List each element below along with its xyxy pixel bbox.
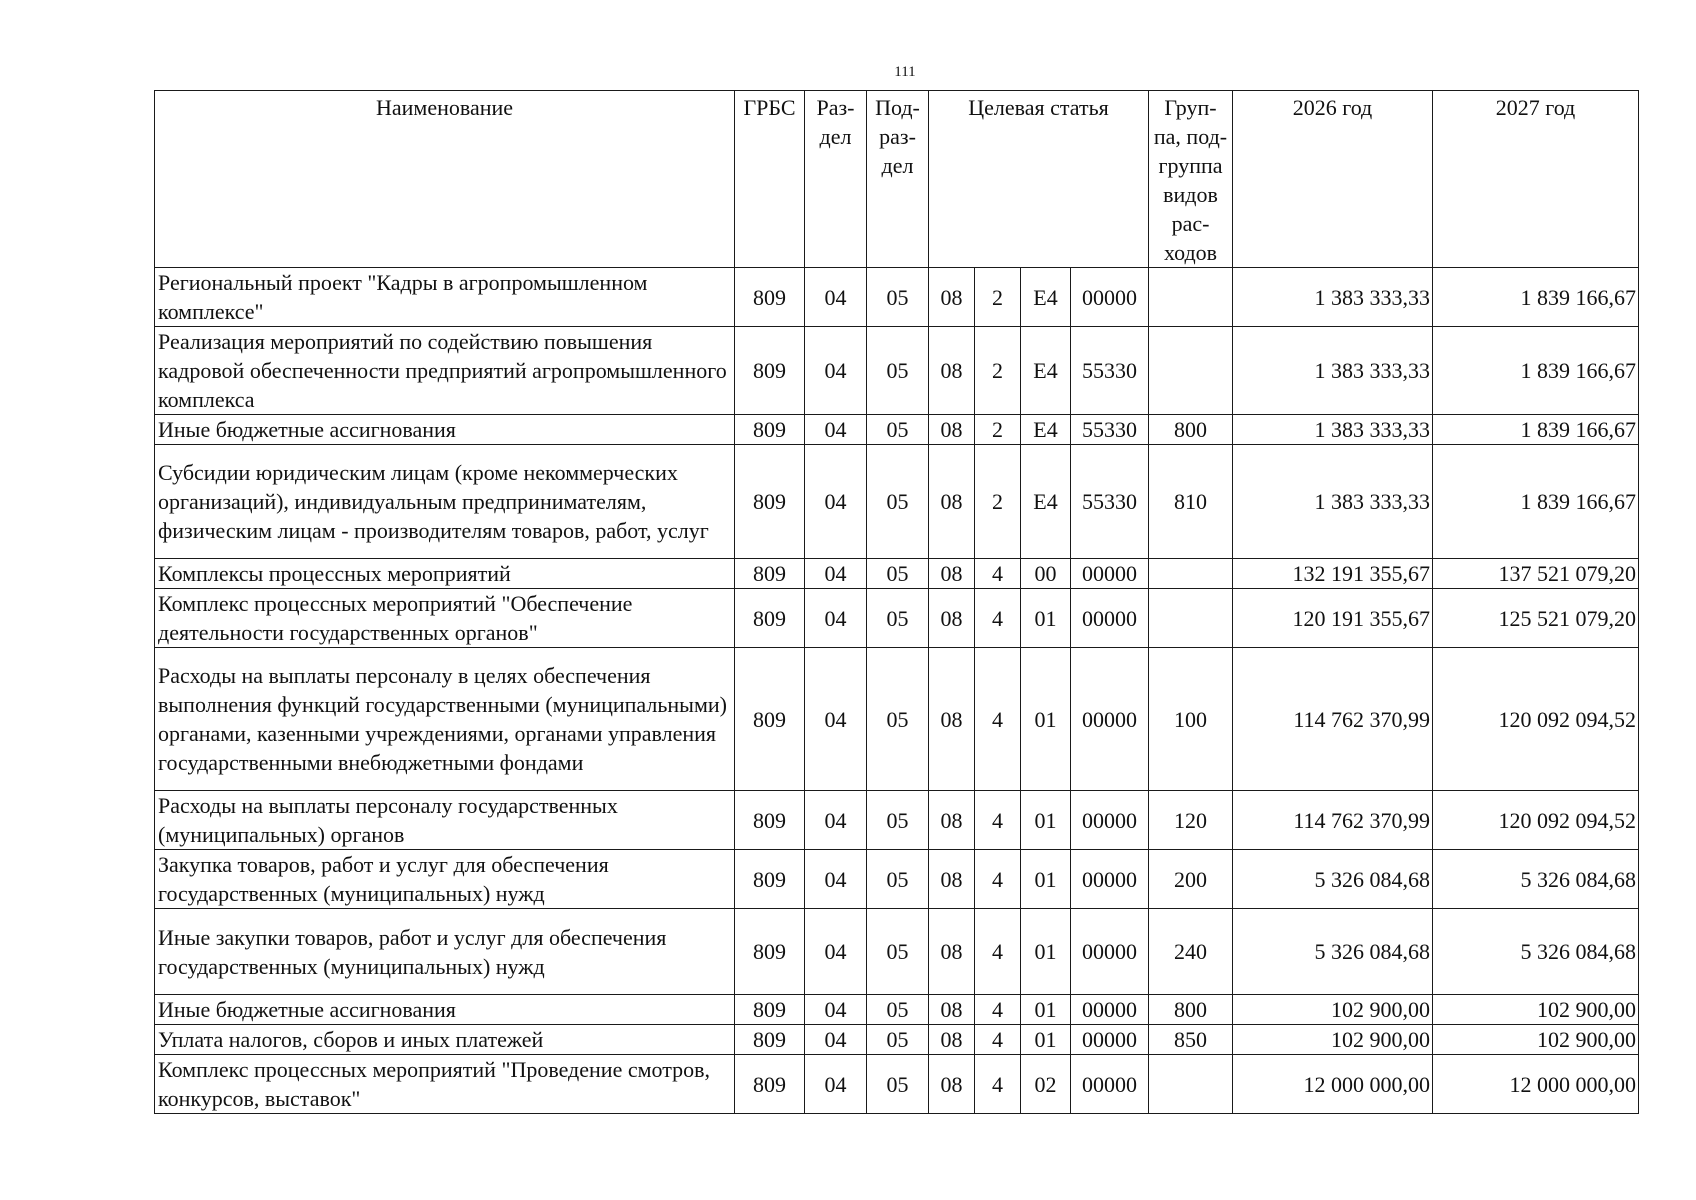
row-target-program-cell: 08 [929, 1025, 975, 1055]
row-grbs-cell: 809 [735, 1025, 805, 1055]
row-target-type-cell: 4 [975, 589, 1021, 648]
row-target-program-cell: 08 [929, 791, 975, 850]
row-target-direction-cell: 00000 [1071, 559, 1149, 589]
header-target-article: Целевая статья [929, 91, 1149, 268]
row-target-program-cell: 08 [929, 268, 975, 327]
header-expense-group: Груп- па, под- группа видов рас- ходов [1149, 91, 1233, 268]
row-target-type-cell: 4 [975, 559, 1021, 589]
row-name-cell: Уплата налогов, сборов и иных платежей [155, 1025, 735, 1055]
row-target-event-cell: 02 [1021, 1055, 1071, 1114]
row-target-event-cell: Е4 [1021, 445, 1071, 559]
row-razdel-cell: 04 [805, 850, 867, 909]
header-grbs: ГРБС [735, 91, 805, 268]
row-grbs-cell: 809 [735, 909, 805, 995]
row-razdel-cell: 04 [805, 1025, 867, 1055]
row-amount-2027-cell: 102 900,00 [1433, 1025, 1639, 1055]
row-name-cell: Закупка товаров, работ и услуг для обеспечения государственных (муниципальных) нужд [155, 850, 735, 909]
table-row [155, 909, 1639, 995]
table-row [155, 415, 1639, 445]
table-row [155, 648, 1639, 791]
row-podrazdel-cell: 05 [867, 415, 929, 445]
row-target-program-cell: 08 [929, 415, 975, 445]
row-razdel-cell: 04 [805, 909, 867, 995]
row-target-program-cell: 08 [929, 1055, 975, 1114]
row-expense-group-cell: 200 [1149, 850, 1233, 909]
row-podrazdel-cell: 05 [867, 850, 929, 909]
table-row [155, 1025, 1639, 1055]
row-podrazdel-cell: 05 [867, 995, 929, 1025]
row-podrazdel-cell: 05 [867, 909, 929, 995]
row-target-event-cell: Е4 [1021, 268, 1071, 327]
row-amount-2026-cell: 1 383 333,33 [1233, 268, 1433, 327]
row-expense-group-cell [1149, 327, 1233, 415]
row-target-direction-cell: 55330 [1071, 415, 1149, 445]
row-target-event-cell: 01 [1021, 791, 1071, 850]
row-target-event-cell: 01 [1021, 1025, 1071, 1055]
row-podrazdel-cell: 05 [867, 268, 929, 327]
table-row [155, 850, 1639, 909]
row-target-direction-cell: 00000 [1071, 995, 1149, 1025]
budget-table [154, 90, 1639, 1114]
row-name-cell: Комплексы процессных мероприятий [155, 559, 735, 589]
row-expense-group-cell [1149, 589, 1233, 648]
row-target-type-cell: 4 [975, 1055, 1021, 1114]
row-podrazdel-cell: 05 [867, 589, 929, 648]
row-grbs-cell: 809 [735, 415, 805, 445]
row-target-direction-cell: 55330 [1071, 327, 1149, 415]
row-amount-2027-cell: 5 326 084,68 [1433, 909, 1639, 995]
header-podrazdel: Под- раз- дел [867, 91, 929, 268]
row-name-cell: Расходы на выплаты персоналу в целях обеспечения выполнения функций государственными (муниципальными) органами, казенными учреждениями, органами управления государственными внебюджетными фондами [155, 648, 735, 791]
table-row [155, 268, 1639, 327]
row-target-program-cell: 08 [929, 559, 975, 589]
row-target-event-cell: 01 [1021, 648, 1071, 791]
row-target-event-cell: Е4 [1021, 327, 1071, 415]
row-expense-group-cell: 240 [1149, 909, 1233, 995]
row-name-cell: Реализация мероприятий по содействию повышения кадровой обеспеченности предприятий агропромышленного комплекса [155, 327, 735, 415]
row-name-cell: Иные бюджетные ассигнования [155, 415, 735, 445]
row-amount-2026-cell: 120 191 355,67 [1233, 589, 1433, 648]
row-amount-2026-cell: 132 191 355,67 [1233, 559, 1433, 589]
row-target-event-cell: Е4 [1021, 415, 1071, 445]
row-name-cell: Комплекс процессных мероприятий "Проведение смотров, конкурсов, выставок" [155, 1055, 735, 1114]
row-razdel-cell: 04 [805, 268, 867, 327]
row-razdel-cell: 04 [805, 327, 867, 415]
row-amount-2027-cell: 120 092 094,52 [1433, 648, 1639, 791]
row-amount-2027-cell: 1 839 166,67 [1433, 445, 1639, 559]
header-year-2026: 2026 год [1233, 91, 1433, 268]
row-grbs-cell: 809 [735, 995, 805, 1025]
row-podrazdel-cell: 05 [867, 559, 929, 589]
row-target-direction-cell: 55330 [1071, 445, 1149, 559]
row-amount-2027-cell: 12 000 000,00 [1433, 1055, 1639, 1114]
row-amount-2026-cell: 102 900,00 [1233, 1025, 1433, 1055]
row-name-cell: Расходы на выплаты персоналу государственных (муниципальных) органов [155, 791, 735, 850]
row-podrazdel-cell: 05 [867, 327, 929, 415]
row-grbs-cell: 809 [735, 445, 805, 559]
page-number: 111 [894, 64, 916, 80]
row-expense-group-cell: 100 [1149, 648, 1233, 791]
row-name-cell: Иные бюджетные ассигнования [155, 995, 735, 1025]
row-target-program-cell: 08 [929, 995, 975, 1025]
table-header-row [155, 91, 1639, 268]
row-amount-2027-cell: 125 521 079,20 [1433, 589, 1639, 648]
row-target-type-cell: 4 [975, 791, 1021, 850]
row-amount-2026-cell: 1 383 333,33 [1233, 415, 1433, 445]
row-target-direction-cell: 00000 [1071, 909, 1149, 995]
row-target-program-cell: 08 [929, 850, 975, 909]
row-grbs-cell: 809 [735, 1055, 805, 1114]
row-expense-group-cell: 800 [1149, 415, 1233, 445]
row-grbs-cell: 809 [735, 791, 805, 850]
row-target-event-cell: 01 [1021, 909, 1071, 995]
row-razdel-cell: 04 [805, 648, 867, 791]
row-target-event-cell: 01 [1021, 995, 1071, 1025]
row-amount-2026-cell: 5 326 084,68 [1233, 850, 1433, 909]
row-razdel-cell: 04 [805, 995, 867, 1025]
row-podrazdel-cell: 05 [867, 445, 929, 559]
row-podrazdel-cell: 05 [867, 791, 929, 850]
row-target-type-cell: 4 [975, 995, 1021, 1025]
header-name: Наименование [155, 91, 735, 268]
row-target-event-cell: 00 [1021, 559, 1071, 589]
row-grbs-cell: 809 [735, 850, 805, 909]
table-row [155, 791, 1639, 850]
row-target-event-cell: 01 [1021, 850, 1071, 909]
row-target-program-cell: 08 [929, 909, 975, 995]
row-target-type-cell: 4 [975, 909, 1021, 995]
row-expense-group-cell: 800 [1149, 995, 1233, 1025]
row-target-direction-cell: 00000 [1071, 589, 1149, 648]
row-amount-2027-cell: 102 900,00 [1433, 995, 1639, 1025]
table-body [155, 268, 1639, 1114]
row-expense-group-cell: 120 [1149, 791, 1233, 850]
row-razdel-cell: 04 [805, 445, 867, 559]
row-target-program-cell: 08 [929, 589, 975, 648]
row-target-type-cell: 2 [975, 327, 1021, 415]
row-expense-group-cell [1149, 559, 1233, 589]
row-target-direction-cell: 00000 [1071, 1055, 1149, 1114]
row-amount-2026-cell: 5 326 084,68 [1233, 909, 1433, 995]
row-target-program-cell: 08 [929, 648, 975, 791]
table-row [155, 995, 1639, 1025]
row-amount-2026-cell: 102 900,00 [1233, 995, 1433, 1025]
table-row [155, 559, 1639, 589]
row-amount-2027-cell: 1 839 166,67 [1433, 415, 1639, 445]
row-target-direction-cell: 00000 [1071, 791, 1149, 850]
row-razdel-cell: 04 [805, 415, 867, 445]
row-amount-2026-cell: 1 383 333,33 [1233, 327, 1433, 415]
row-expense-group-cell [1149, 268, 1233, 327]
header-year-2027: 2027 год [1433, 91, 1639, 268]
row-expense-group-cell: 850 [1149, 1025, 1233, 1055]
row-razdel-cell: 04 [805, 559, 867, 589]
row-grbs-cell: 809 [735, 559, 805, 589]
row-razdel-cell: 04 [805, 589, 867, 648]
table-row [155, 327, 1639, 415]
row-target-type-cell: 4 [975, 648, 1021, 791]
table-row [155, 445, 1639, 559]
row-amount-2026-cell: 114 762 370,99 [1233, 791, 1433, 850]
row-name-cell: Иные закупки товаров, работ и услуг для обеспечения государственных (муниципальных) нужд [155, 909, 735, 995]
row-podrazdel-cell: 05 [867, 1055, 929, 1114]
row-target-type-cell: 2 [975, 445, 1021, 559]
row-name-cell: Региональный проект "Кадры в агропромышленном комплексе" [155, 268, 735, 327]
table-row [155, 589, 1639, 648]
row-razdel-cell: 04 [805, 791, 867, 850]
row-podrazdel-cell: 05 [867, 1025, 929, 1055]
row-grbs-cell: 809 [735, 327, 805, 415]
row-name-cell: Субсидии юридическим лицам (кроме некоммерческих организаций), индивидуальным предпринимателям, физическим лицам - производителям товаров, работ, услуг [155, 445, 735, 559]
row-amount-2026-cell: 12 000 000,00 [1233, 1055, 1433, 1114]
row-grbs-cell: 809 [735, 589, 805, 648]
row-expense-group-cell [1149, 1055, 1233, 1114]
row-target-program-cell: 08 [929, 327, 975, 415]
row-target-direction-cell: 00000 [1071, 648, 1149, 791]
row-target-direction-cell: 00000 [1071, 1025, 1149, 1055]
row-expense-group-cell: 810 [1149, 445, 1233, 559]
row-grbs-cell: 809 [735, 648, 805, 791]
header-razdel: Раз- дел [805, 91, 867, 268]
row-amount-2026-cell: 1 383 333,33 [1233, 445, 1433, 559]
row-target-type-cell: 4 [975, 1025, 1021, 1055]
row-target-direction-cell: 00000 [1071, 850, 1149, 909]
table-row [155, 1055, 1639, 1114]
row-amount-2027-cell: 5 326 084,68 [1433, 850, 1639, 909]
row-amount-2026-cell: 114 762 370,99 [1233, 648, 1433, 791]
row-target-type-cell: 2 [975, 415, 1021, 445]
row-target-program-cell: 08 [929, 445, 975, 559]
row-razdel-cell: 04 [805, 1055, 867, 1114]
row-amount-2027-cell: 1 839 166,67 [1433, 327, 1639, 415]
row-target-direction-cell: 00000 [1071, 268, 1149, 327]
row-amount-2027-cell: 137 521 079,20 [1433, 559, 1639, 589]
row-target-event-cell: 01 [1021, 589, 1071, 648]
row-grbs-cell: 809 [735, 268, 805, 327]
row-target-type-cell: 2 [975, 268, 1021, 327]
row-amount-2027-cell: 1 839 166,67 [1433, 268, 1639, 327]
row-amount-2027-cell: 120 092 094,52 [1433, 791, 1639, 850]
row-podrazdel-cell: 05 [867, 648, 929, 791]
row-target-type-cell: 4 [975, 850, 1021, 909]
row-name-cell: Комплекс процессных мероприятий "Обеспечение деятельности государственных органов" [155, 589, 735, 648]
